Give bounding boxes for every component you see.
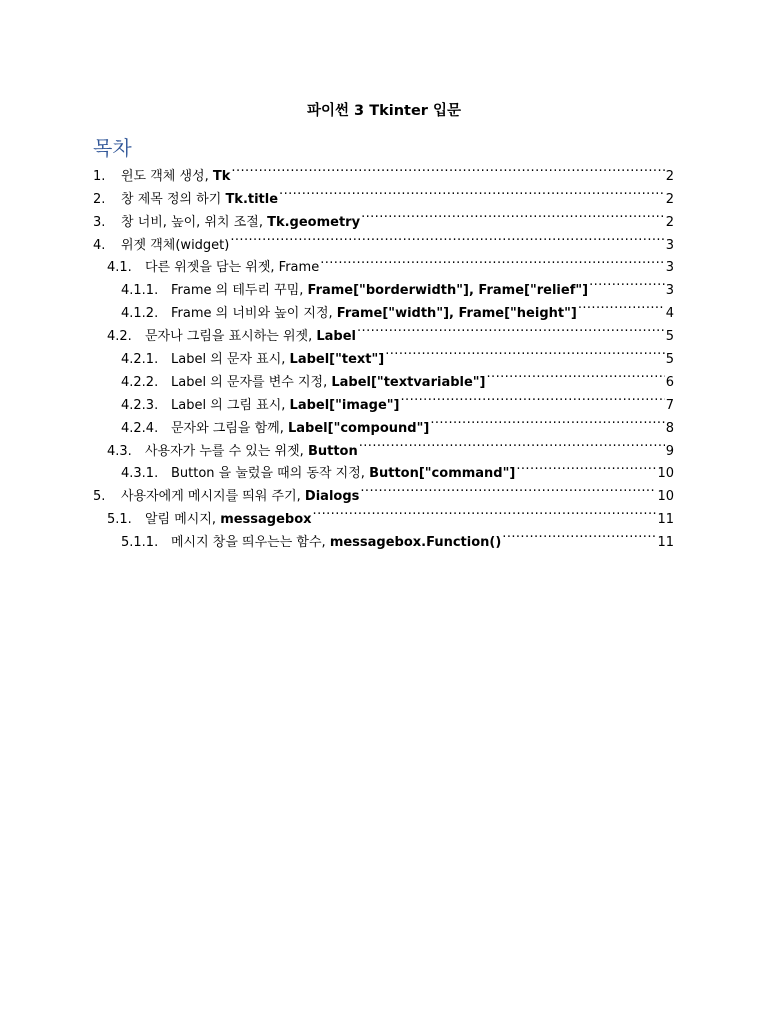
toc-entry-title (171, 395, 400, 418)
toc-entry-title-text: 다른 위젯을 담는 위젯, Frame (145, 260, 320, 276)
toc-entry-title-text: 문자와 그림을 함께, (171, 420, 288, 436)
toc-entry-number: 3. (93, 214, 106, 230)
toc-entry-number: 2. (93, 191, 106, 207)
toc-entry-page-number: 10 (657, 489, 674, 505)
toc-entry-title (171, 349, 384, 372)
toc-entry-title-text: Label 의 문자를 변수 지정, (171, 374, 332, 390)
toc-entry-number: 4.3.1. (121, 466, 159, 482)
toc-entry-page-number: 3 (665, 260, 674, 276)
toc-entry-title-text: Frame 의 너비와 높이 지정, (171, 306, 337, 322)
toc-entry-number: 4.1.2. (121, 306, 159, 322)
toc-entry-title-code: Tk.title (225, 191, 279, 207)
toc-entry-title-text: Label 의 문자 표시, (171, 352, 290, 368)
toc-dot-leader (578, 294, 665, 317)
toc-entry-page-number: 3 (665, 283, 674, 299)
toc-entry-page-number: 11 (657, 512, 674, 528)
toc-entry-page-number: 2 (665, 214, 674, 230)
toc-entry-title (145, 441, 358, 464)
toc-dot-leader (357, 317, 665, 340)
toc-entry-page-number: 2 (665, 168, 674, 184)
toc-entry-title-code: Tk.geometry (267, 214, 361, 230)
toc-entry-title-code: Button["command"] (369, 466, 516, 482)
toc-entry-number: 4.2.4. (121, 420, 159, 436)
toc-dot-leader (516, 455, 656, 478)
toc-entry-title-text: 사용자에게 메시지를 띄워 주기, (121, 489, 305, 505)
document-title: 파이썬 3 Tkinter 입문 (306, 103, 461, 119)
toc-entry-title-code: Frame["width"], Frame["height"] (336, 306, 577, 322)
toc-dot-leader (361, 203, 665, 226)
toc-entry-title-text: 사용자가 누를 수 있는 위젯, (145, 443, 308, 459)
toc-entry-title-code: Frame["borderwidth"], Frame["relief"] (307, 283, 589, 299)
toc-entry-title-text: Label 의 그림 표시, (171, 397, 290, 413)
toc-entry-title-text: 메시지 창을 띄우는는 함수, (171, 535, 330, 551)
toc-entry-title-text: 문자나 그림을 표시하는 위젯, (145, 329, 317, 345)
toc-entry-number: 4.1.1. (121, 283, 159, 299)
toc-entry-title-text: 위젯 객체(widget) (121, 237, 230, 253)
toc-dot-leader (430, 409, 664, 432)
toc-entry-page-number: 5 (665, 352, 674, 368)
toc-list (93, 157, 674, 551)
toc-entry-page-number: 9 (665, 443, 674, 459)
toc-dot-leader (401, 386, 665, 409)
toc-entry-title-text: Frame 의 테두리 꾸밈, (171, 283, 308, 299)
toc-entry-page-number: 10 (657, 466, 674, 482)
toc-entry-title-code: Tk (212, 168, 231, 184)
toc-dot-leader (279, 180, 665, 203)
toc-entry-title-text: Button 을 눌렀을 때의 동작 지정, (171, 466, 370, 482)
toc-dot-leader (231, 157, 664, 180)
toc-entry-page-number: 11 (657, 535, 674, 551)
toc-entry-title-text: 창 너비, 높이, 위치 조절, (121, 214, 268, 230)
toc-entry-number: 4.2. (107, 329, 132, 345)
toc-entry-title (145, 326, 356, 349)
toc-entry-number: 5.1.1. (121, 535, 159, 551)
toc-entry-number: 4.2.2. (121, 374, 159, 390)
toc-entry-title (121, 235, 229, 258)
toc-entry-title-code: Label["image"] (289, 397, 400, 413)
toc-entry-number: 4.1. (107, 260, 132, 276)
toc-entry-title-text: 알림 메시지, (145, 512, 221, 528)
toc-entry-number: 1. (93, 168, 106, 184)
toc-dot-leader (313, 500, 657, 523)
toc-entry-title (145, 257, 319, 280)
toc-dot-leader (502, 523, 656, 546)
toc-entry-title-code: Dialogs (304, 489, 360, 505)
toc-entry-title-code: Label (316, 329, 356, 345)
toc-entry-number: 4. (93, 237, 106, 253)
toc-dot-leader (589, 271, 665, 294)
toc-entry-title-code: messagebox (220, 512, 312, 528)
toc-entry-title (121, 166, 230, 189)
toc-entry-page-number: 7 (665, 397, 674, 413)
toc-entry-number: 4.2.1. (121, 352, 159, 368)
toc-entry-page-number: 6 (665, 374, 674, 390)
toc-entry-page-number: 3 (665, 237, 674, 253)
toc-entry-title-text: 창 제목 정의 하기 (121, 191, 226, 207)
toc-entry-title (145, 509, 312, 532)
toc-entry-title (121, 189, 278, 212)
toc-dot-leader (320, 249, 665, 272)
toc-entry[interactable] (93, 157, 674, 184)
toc-heading: 목차 (93, 136, 132, 160)
toc-entry-page-number: 2 (665, 191, 674, 207)
toc-entry-number: 5. (93, 489, 106, 505)
toc-entry-title (171, 280, 588, 303)
toc-entry-number: 4.2.3. (121, 397, 159, 413)
toc-entry-title-text: 윈도 객체 생성, (121, 168, 213, 184)
toc-entry-number: 5.1. (107, 512, 132, 528)
toc-entry-title-code: Label["text"] (289, 352, 385, 368)
toc-entry-page-number: 8 (665, 420, 674, 436)
toc-dot-leader (230, 226, 664, 249)
toc-entry-number: 4.3. (107, 443, 132, 459)
toc-dot-leader (360, 477, 656, 500)
toc-dot-leader (487, 363, 665, 386)
toc-entry-page-number: 5 (665, 329, 674, 345)
toc-dot-leader (359, 432, 665, 455)
toc-entry-title (171, 532, 501, 555)
toc-entry-title-code: Label["compound"] (288, 420, 430, 436)
toc-entry-title-code: Button (307, 443, 358, 459)
toc-entry-page-number: 4 (665, 306, 674, 322)
toc-entry-title-code: Label["textvariable"] (331, 374, 486, 390)
toc-dot-leader (385, 340, 664, 363)
toc-entry-title-code: messagebox.Function() (329, 535, 502, 551)
